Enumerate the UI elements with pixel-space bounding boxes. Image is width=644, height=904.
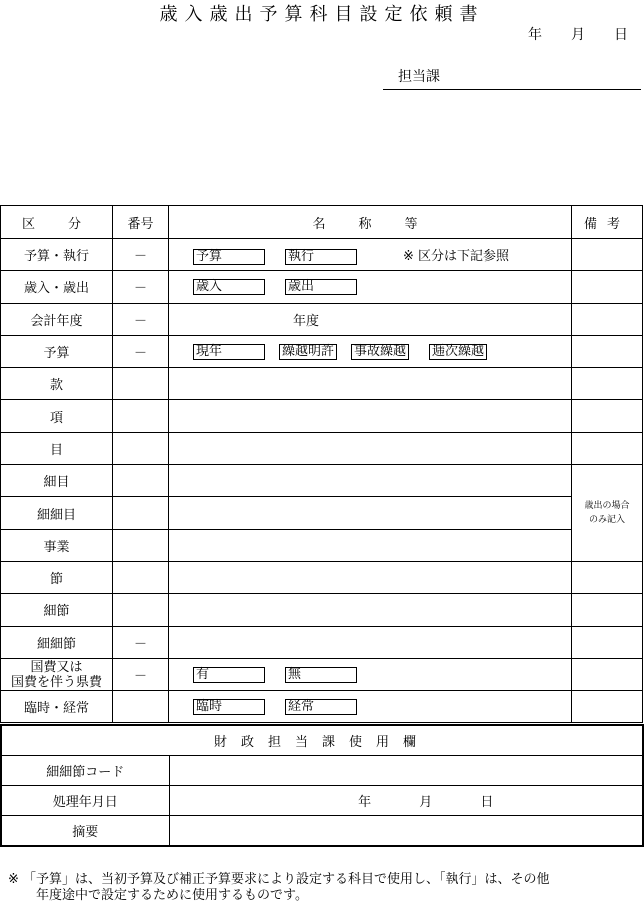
row-label: 項 xyxy=(1,400,113,432)
row-label-line: 国費を伴う県費 xyxy=(10,674,102,690)
department-signature-line[interactable] xyxy=(383,89,641,90)
finance-title-row xyxy=(1,725,643,756)
date-month: 月 xyxy=(419,795,433,810)
document-title: 歳入歳出予算科目設定依頼書 xyxy=(159,4,485,25)
finance-label: 処理年月日 xyxy=(1,786,169,816)
option-box[interactable]: 有 xyxy=(193,667,265,683)
remarks-cell[interactable] xyxy=(572,432,643,464)
table-row xyxy=(1,400,643,432)
option-box[interactable]: 経常 xyxy=(285,699,357,715)
option-box[interactable]: 逓次繰越 xyxy=(429,344,487,360)
footnote-line: 年度途中で設定するために使用するものです。 xyxy=(36,888,308,903)
date-year: 年 xyxy=(358,795,372,810)
table-row xyxy=(1,303,643,335)
row-label: 歳入・歳出 xyxy=(1,271,113,303)
row-content xyxy=(169,658,572,690)
remarks-cell[interactable] xyxy=(572,303,643,335)
row-label xyxy=(1,658,113,690)
row-label: 目 xyxy=(1,432,113,464)
remarks-spending-only xyxy=(572,465,643,562)
finance-row xyxy=(1,816,643,847)
table-row xyxy=(1,432,643,464)
remark-line: 歳出の場合 xyxy=(584,501,630,512)
header-remarks: 備考 xyxy=(572,206,643,239)
row-content[interactable] xyxy=(169,400,572,432)
header-name: 名 称 等 xyxy=(169,206,572,239)
row-content xyxy=(169,335,572,367)
remarks-cell[interactable] xyxy=(572,335,643,367)
footnote xyxy=(8,872,550,904)
row-number: － xyxy=(113,271,169,303)
header-number: 番号 xyxy=(113,206,169,239)
table-row xyxy=(1,465,643,497)
row-label: 予算 xyxy=(1,335,113,367)
row-label: 会計年度 xyxy=(1,303,113,335)
remarks-cell[interactable] xyxy=(572,626,643,658)
row-number: － xyxy=(113,303,169,335)
remarks-cell[interactable] xyxy=(572,271,643,303)
row-content xyxy=(169,239,572,271)
row-label: 予算・執行 xyxy=(1,239,113,271)
footnote-line: ※ 「予算」は、当初予算及び補正予算要求により設定する科目で使用し、「執行」は、その他 xyxy=(8,872,550,887)
table-row xyxy=(1,658,643,690)
row-content[interactable] xyxy=(169,303,572,335)
row-number: － xyxy=(113,239,169,271)
date-day: 日 xyxy=(480,795,494,810)
remarks-cell[interactable] xyxy=(572,239,643,271)
row-content xyxy=(169,271,572,303)
option-box[interactable]: 執行 xyxy=(285,249,357,265)
row-label: 節 xyxy=(1,561,113,593)
finance-section xyxy=(0,724,644,847)
row-number[interactable] xyxy=(113,561,169,593)
row-number: － xyxy=(113,658,169,690)
option-box[interactable]: 歳入 xyxy=(193,279,265,295)
remarks-cell[interactable] xyxy=(572,658,643,690)
row-number[interactable] xyxy=(113,400,169,432)
table-row xyxy=(1,529,643,561)
option-box[interactable]: 繰越明許 xyxy=(279,344,337,360)
row-number: － xyxy=(113,335,169,367)
row-content[interactable] xyxy=(169,497,572,529)
remarks-cell[interactable] xyxy=(572,561,643,593)
finance-row xyxy=(1,786,643,816)
remarks-cell[interactable] xyxy=(572,594,643,626)
row-number[interactable] xyxy=(113,432,169,464)
row-label: 款 xyxy=(1,368,113,400)
row-content[interactable] xyxy=(169,529,572,561)
row-label: 細節 xyxy=(1,594,113,626)
option-box[interactable]: 無 xyxy=(285,667,357,683)
row-content xyxy=(169,691,572,723)
subject-table xyxy=(0,205,643,723)
table-row xyxy=(1,691,643,723)
option-box[interactable]: 現年 xyxy=(193,344,265,360)
finance-label: 摘要 xyxy=(1,816,169,847)
option-box[interactable]: 事故繰越 xyxy=(351,344,409,360)
row-label: 細細目 xyxy=(1,497,113,529)
table-row xyxy=(1,561,643,593)
row-label: 細細節 xyxy=(1,626,113,658)
row-content[interactable] xyxy=(169,626,572,658)
row-label-line: 国費又は xyxy=(30,659,83,675)
category-note: ※ 区分は下記参照 xyxy=(403,248,510,264)
table-row xyxy=(1,335,643,367)
row-number: － xyxy=(113,626,169,658)
row-label: 臨時・経常 xyxy=(1,691,113,723)
month-label: 月 xyxy=(571,27,585,43)
option-box[interactable]: 予算 xyxy=(193,249,265,265)
table-row xyxy=(1,368,643,400)
remarks-cell[interactable] xyxy=(572,691,643,723)
row-number[interactable] xyxy=(113,691,169,723)
finance-label: 細細節コード xyxy=(1,756,169,786)
department-label: 担当課 xyxy=(398,69,440,85)
sub-item-code-field[interactable] xyxy=(169,756,643,786)
finance-title: 財政担当課使用欄 xyxy=(1,725,643,756)
remark-line: のみ記入 xyxy=(588,515,625,526)
fiscal-year-text: 年度 xyxy=(293,313,320,329)
row-content[interactable] xyxy=(169,368,572,400)
row-content[interactable] xyxy=(169,594,572,626)
day-label: 日 xyxy=(614,27,628,43)
row-number[interactable] xyxy=(113,368,169,400)
process-date-field[interactable] xyxy=(169,786,643,816)
summary-field[interactable] xyxy=(169,816,643,847)
table-row xyxy=(1,626,643,658)
row-number[interactable] xyxy=(113,497,169,529)
row-content[interactable] xyxy=(169,465,572,497)
row-number[interactable] xyxy=(113,529,169,561)
remarks-cell[interactable] xyxy=(572,368,643,400)
header-category: 区 分 xyxy=(1,206,113,239)
table-row xyxy=(1,271,643,303)
row-number[interactable] xyxy=(113,465,169,497)
option-box[interactable]: 歳出 xyxy=(285,279,357,295)
remarks-cell[interactable] xyxy=(572,400,643,432)
table-row xyxy=(1,594,643,626)
table-row xyxy=(1,239,643,271)
row-label: 細目 xyxy=(1,465,113,497)
row-content[interactable] xyxy=(169,432,572,464)
row-number[interactable] xyxy=(113,594,169,626)
table-header-row xyxy=(1,206,643,239)
finance-row xyxy=(1,756,643,786)
year-label: 年 xyxy=(528,27,542,43)
row-content[interactable] xyxy=(169,561,572,593)
row-label: 事業 xyxy=(1,529,113,561)
option-box[interactable]: 臨時 xyxy=(193,699,265,715)
table-row xyxy=(1,497,643,529)
